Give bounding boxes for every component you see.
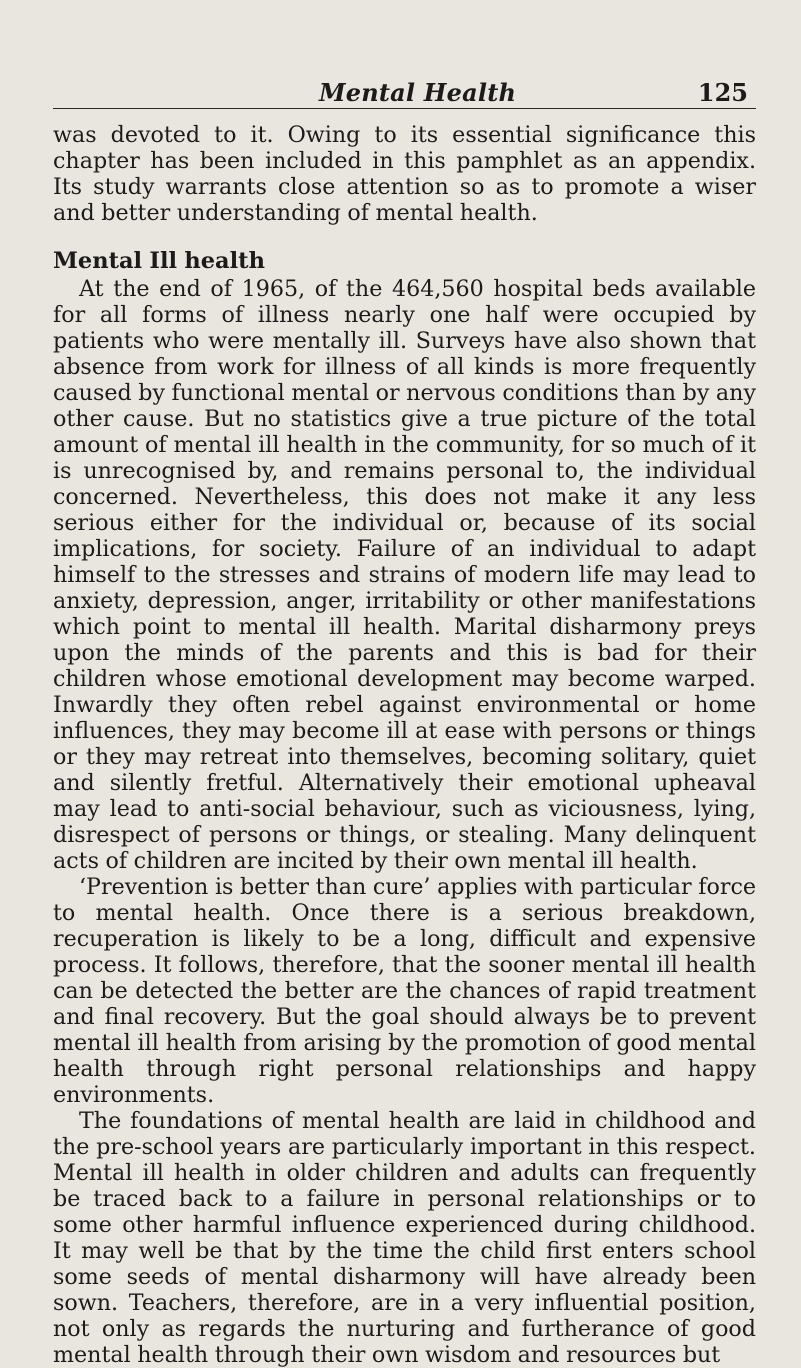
paragraph-3: The foundations of mental health are laid in childhood and the pre-school years are particularly important in this respect. Mental ill health in older children and adults can frequently be traced back to a failure in personal relationships or to some other harmful influence experienced during childhood. It may well be that by the time the child first enters school some seeds of mental disharmony will have already been sown. Teachers, therefore, are in a very influential position, not only as regards the nurturing and furtherance of good mental health through their own wisdom and resources but [53,1108,756,1368]
running-head-title: Mental Health [319,78,517,107]
page-number: 125 [697,78,748,107]
paragraph-2: ‘Prevention is better than cure’ applies with particular force to mental health. Once there is a serious breakdown, recuperation is likely to be a long, difficult and expensive process. It follows, therefore, that the sooner mental ill health can be detected the better are the chances of rapid treatment and final recovery. But the goal should always be to prevent mental ill health from arising by the promotion of good mental health through right personal relationships and happy environments. [53,874,756,1108]
paragraph-1: At the end of 1965, of the 464,560 hospital beds available for all forms of illness nearly one half were occupied by patients who were mentally ill. Surveys have also shown that absence from work for illness of all kinds is more frequently caused by functional mental or nervous conditions than by any other cause. But no statistics give a true picture of the total amount of mental ill health in the community, for so much of it is unrecognised by, and remains personal to, the individual concerned. Nevertheless, this does not make it any less serious either for the individual or, because of its social implications, for society. Failure of an individual to adapt himself to the stresses and strains of modern life may lead to anxiety, depression, anger, irritability or other manifestations which point to mental ill health. Marital disharmony preys upon the minds of the parents and this is bad for their children whose emotional development may become warped. Inwardly they often rebel against environmental or home influences, they may become ill at ease with persons or things or they may retreat into themselves, becoming solitary, quiet and silently fretful. Alternatively their emotional upheaval may lead to anti-social behaviour, such as viciousness, lying, disrespect of persons or things, or stealing. Many delinquent acts of children are incited by their own mental ill health. [53,276,756,874]
header-rule [53,108,756,109]
running-head [53,0,756,107]
body-text [53,122,756,1368]
intro-paragraph: was devoted to it. Owing to its essential significance this chapter has been included in this pamphlet as an appendix. Its study warrants close attention so as to promote a wiser and better understanding of mental health. [53,122,756,226]
section-heading: Mental Ill health [53,248,265,274]
